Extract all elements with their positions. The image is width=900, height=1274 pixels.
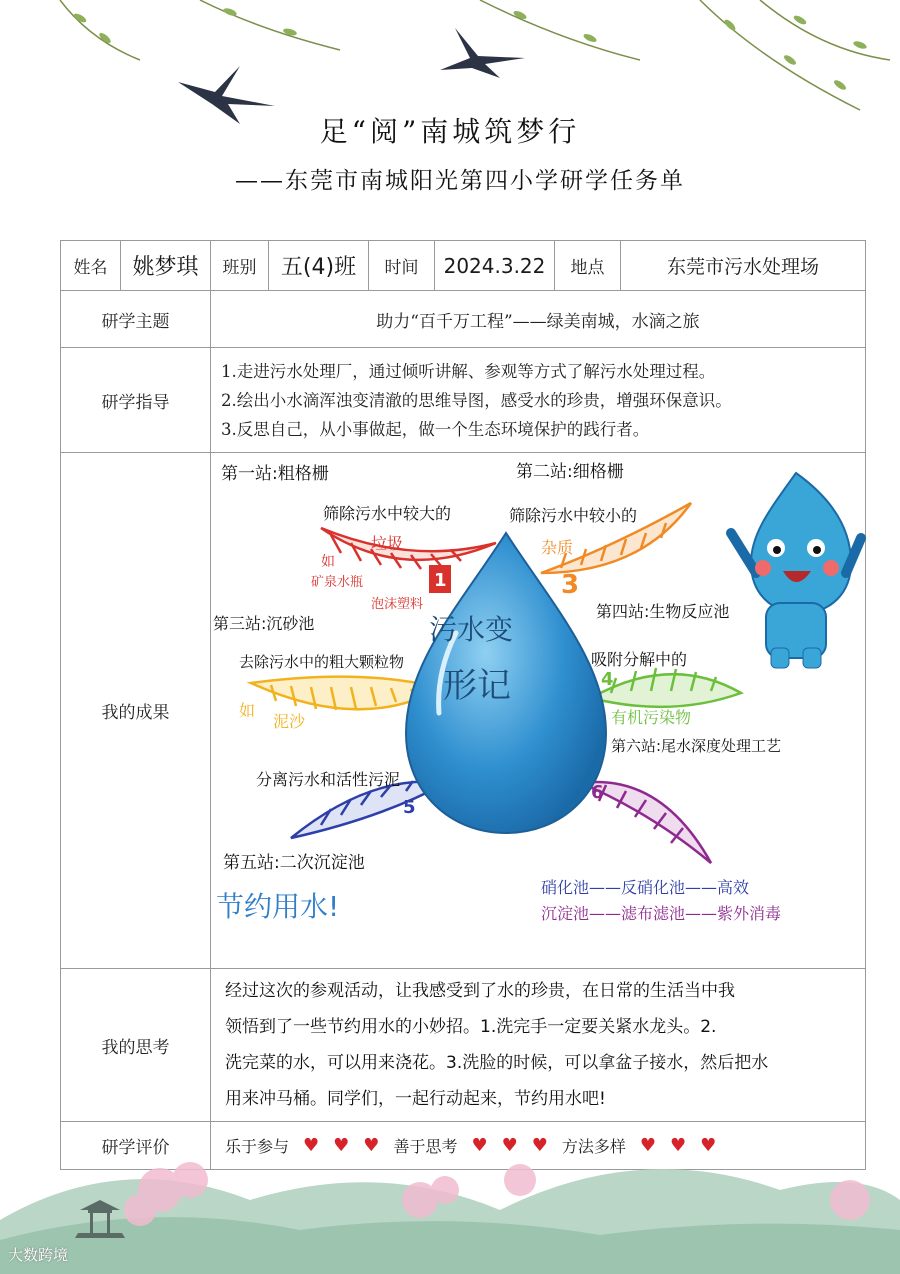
reflection-text: [211, 969, 866, 1122]
station4-title: 第四站:生物反应池: [596, 602, 730, 621]
theme-value: 助力“百千万工程”——绿美南城，水滴之旅: [211, 291, 866, 348]
result-label: 我的成果: [61, 453, 211, 969]
station5-desc: 分离污水和活性污泥: [256, 770, 401, 789]
guide-row: [61, 348, 866, 453]
reflection-label: 我的思考: [61, 969, 211, 1122]
heart-icon: ♥: [639, 1135, 657, 1156]
reflection-line: 洗完菜的水，可以用来浇花。3.洗脸的时候，可以拿盆子接水，然后把水: [225, 1053, 769, 1073]
station6-title: 第六站:尾水深度处理工艺: [611, 737, 782, 755]
station6-line2: 沉淀池——滤布滤池——紫外消毒: [541, 904, 782, 923]
place-value: 东莞市污水处理场: [621, 241, 866, 291]
study-task-form: [60, 240, 866, 1170]
drop-text-line-2: 形记: [443, 666, 511, 706]
mindmap-drawing: [211, 453, 866, 969]
place-label: 地点: [555, 241, 621, 291]
station3-example-b: 泥沙: [273, 712, 306, 731]
leaf-station-1: [321, 528, 496, 569]
reflection-line: 领悟到了一些节约用水的小妙招。1.洗完手一定要关紧水龙头。2.: [225, 1017, 717, 1037]
station1-desc: 筛除污水中较大的: [323, 504, 452, 523]
time-value: 2024.3.22: [435, 241, 555, 291]
station1-example-c: 泡沫塑料: [371, 597, 424, 612]
result-row: [61, 453, 866, 969]
station1-example-b: 矿泉水瓶: [311, 575, 364, 590]
station4-item: 有机污染物: [611, 708, 692, 727]
reflection-line: 经过这次的参观活动，让我感受到了水的珍贵，在日常的生活当中我: [225, 981, 735, 1001]
station3-title: 第三站:沉砂池: [213, 614, 315, 633]
heart-icon: ♥: [363, 1135, 380, 1156]
badge-2-text: 3: [561, 570, 580, 600]
slogan: 节约用水!: [216, 890, 340, 923]
heart-icon: ♥: [303, 1135, 320, 1156]
class-value: 五(4)班: [269, 241, 369, 291]
station3-example-a: 如: [239, 701, 256, 720]
heart-icon: ♥: [501, 1135, 518, 1156]
heart-icon: ♥: [531, 1135, 548, 1156]
guide-item: 1.走进污水处理厂，通过倾听讲解、参观等方式了解污水处理过程。: [221, 361, 716, 381]
eval-item: 乐于参与: [225, 1137, 290, 1156]
watermark: 大数跨境: [8, 1246, 69, 1264]
badge-6-text: 6: [591, 782, 604, 803]
drop-text-line-1: 污水变: [429, 613, 514, 646]
guide-list: [211, 348, 866, 453]
info-row: [61, 241, 866, 291]
guide-item: 2.绘出小水滴浑浊变清澈的思维导图，感受水的珍贵，增强环保意识。: [221, 390, 732, 410]
reflection-line: 用来冲马桶。同学们，一起行动起来，节约用水吧!: [225, 1089, 606, 1109]
theme-label: 研学主题: [61, 291, 211, 348]
reflection-row: [61, 969, 866, 1122]
time-label: 时间: [369, 241, 435, 291]
eval-item: 善于思考: [393, 1137, 458, 1156]
heart-icon: ♥: [670, 1135, 687, 1156]
station6-line1: 硝化池——反硝化池——高效: [541, 878, 750, 897]
heart-icon: ♥: [333, 1135, 350, 1156]
station4-desc: 吸附分解中的: [591, 650, 688, 669]
page-title: 足“阅”南城筑梦行: [319, 115, 581, 148]
eval-item: 方法多样: [561, 1137, 626, 1156]
swallow-icon-2: [440, 28, 525, 78]
station2-item: 杂质: [541, 538, 574, 557]
station5-title: 第五站:二次沉淀池: [223, 853, 365, 873]
badge-1-text: 1: [434, 570, 447, 591]
heart-icon: ♥: [471, 1135, 488, 1156]
class-label: 班别: [211, 241, 269, 291]
page-subtitle: ——东莞市南城阳光第四小学研学任务单: [235, 168, 685, 194]
station1-title: 第一站:粗格栅: [221, 464, 329, 484]
station2-desc: 筛除污水中较小的: [509, 506, 638, 525]
water-mascot-icon: [731, 473, 861, 668]
guide-item: 3.反思自己，从小事做起，做一个生态环境保护的践行者。: [221, 419, 650, 439]
evaluation-label: 研学评价: [61, 1122, 211, 1170]
bottom-decoration: [0, 1130, 900, 1274]
station1-example-a: 如: [321, 554, 335, 570]
theme-row: [61, 291, 866, 348]
heart-icon: ♥: [700, 1135, 717, 1156]
name-label: 姓名: [61, 241, 121, 291]
badge-4-text: 4: [601, 669, 614, 690]
guide-label: 研学指导: [61, 348, 211, 453]
station2-title: 第二站:细格栅: [516, 462, 624, 482]
station3-desc: 去除污水中的粗大颗粒物: [239, 653, 405, 671]
badge-5-text: 5: [403, 797, 416, 818]
station1-item: 垃圾: [371, 534, 404, 553]
name-value: 姚梦琪: [121, 241, 211, 291]
